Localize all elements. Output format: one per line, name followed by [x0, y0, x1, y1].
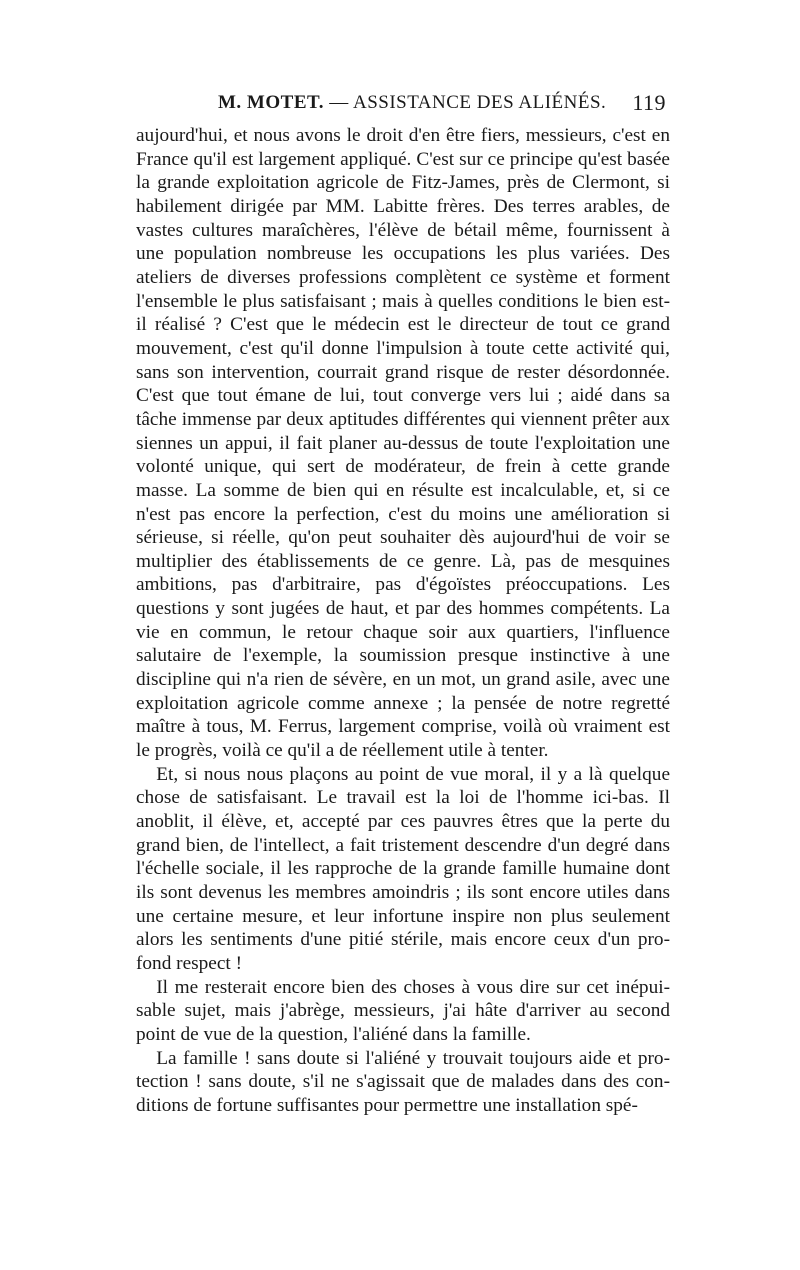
header-author: M. MOTET.	[218, 92, 325, 113]
paragraph-2: Et, si nous nous plaçons au point de vue moral, il y a là quelque chose de satisfaisant. Le travail est la loi de l'homme ici-bas. Il anoblit, il élève, et, accepté par ces pauvres êtres que la perte du grand bien, de l'intellect, a fait tristement descendre d'un degré dans l'échelle sociale, il les rapproche de la grande famille humaine dont ils sont devenus les membres amoindris ; ils sont encore utiles dans une certaine mesure, et leur infortune inspire non plus seulement alors les sentiments d'une pitié stérile, mais encore ceux d'un profond respect !	[136, 763, 670, 974]
header-dash: —	[329, 92, 349, 113]
paragraph-4: La famille ! sans doute si l'aliéné y trouvait toujours aide et protection ! sans doute, s'il ne s'agissait que de malades dans des conditions de fortune suffisantes pour permettre une installation spé-	[136, 1047, 670, 1116]
header-title: ASSISTANCE DES ALIÉNÉS.	[352, 92, 607, 113]
running-title	[218, 92, 606, 114]
paragraph-1: aujourd'hui, et nous avons le droit d'en être fiers, messieurs, c'est en France qu'il est largement appliqué. C'est sur ce principe qu'est basée la grande exploitation agricole de Fitz-James, près de Clermont, si habilement dirigée par MM. Labitte frères. Des terres arables, de vastes cultures maraîchères, l'élève de bétail même, fournissent à une population nombreuse les occupations les plus variées. Des ateliers de diverses professions complètent ce système et forment l'ensemble le plus satisfaisant ; mais à quelles conditions le bien est-il réalisé ? C'est que le médecin est le directeur de tout ce grand mouvement, c'est qu'il donne l'impulsion à toute cette activité qui, sans son intervention, courrait grand risque de rester désordonnée. C'est que tout émane de lui, tout converge vers lui ; aidé dans sa tâche immense par deux aptitudes différentes qui viennent prêter aux siennes un appui, il fait planer au-dessus de toute l'exploitation une volonté unique, qui sert de modérateur, de frein à cette grande masse. La somme de bien qui en résulte est incalculable, et, si ce n'est pas encore la perfection, c'est du moins une amélioration si sérieuse, si réelle, qu'on peut souhaiter dès aujourd'hui de voir se multiplier des établissements de ce genre. Là, pas de mesquines ambitions, pas d'arbitraire, pas d'égoïstes préoccupations. Les questions y sont jugées de haut, et par des hommes compétents. La vie en commun, le retour chaque soir aux quartiers, l'influence salutaire de l'exemple, la soumission presque instinctive à une discipline qui n'a rien de sévère, en un mot, un grand asile, avec une exploitation agricole comme annexe ; la pensée de notre regretté maître à tous, M. Ferrus, largement comprise, voilà où vraiment est le progrès, voilà ce qu'il a de réellement utile à tenter.	[136, 125, 670, 762]
body-text	[136, 124, 670, 1118]
running-header	[136, 88, 670, 118]
page-number: 119	[632, 90, 666, 115]
paragraph-3: Il me resterait encore bien des choses à vous dire sur cet inépuisable sujet, mais j'abrège, messieurs, j'ai hâte d'arriver au second point de vue de la question, l'aliéné dans la famille.	[136, 976, 670, 1045]
